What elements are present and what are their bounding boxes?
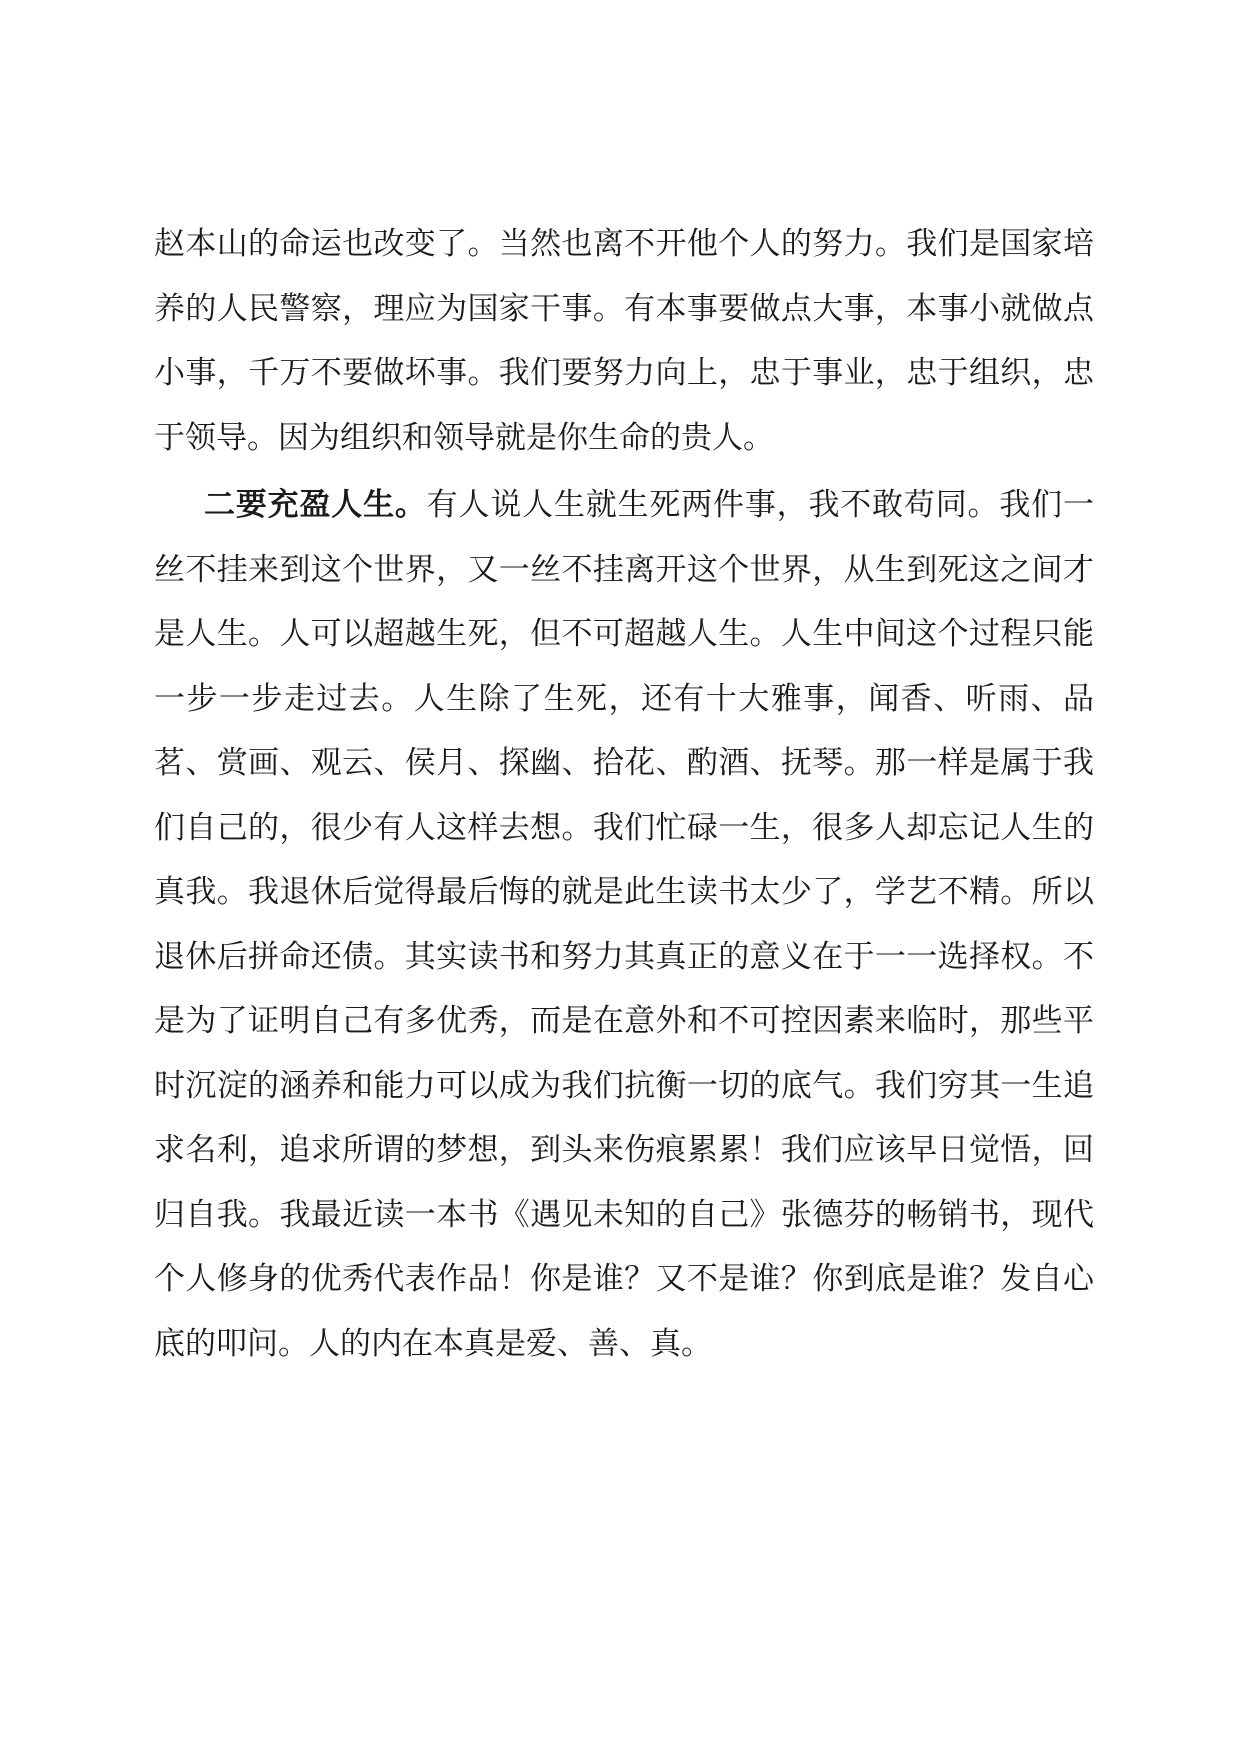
- paragraph-1-text: 赵本山的命运也改变了。当然也离不开他个人的努力。我们是国家培养的人民警察，理应为国家干事。有本事要做点大事，本事小就做点小事，千万不要做坏事。我们要努力向上，忠于事业，忠于组织，忠于领导。因为组织和领导就是你生命的贵人。: [154, 226, 1094, 456]
- document-body: [154, 212, 1094, 1376]
- paragraph-1: [154, 212, 1094, 470]
- paragraph-2: [154, 473, 1094, 1376]
- paragraph-2-text: 有人说人生就生死两件事，我不敢苟同。我们一丝不挂来到这个世界，又一丝不挂离开这个世界，从生到死这之间才是人生。人可以超越生死，但不可超越人生。人生中间这个过程只能一步一步走过去。人生除了生死，还有十大雅事，闻香、听雨、品茗、赏画、观云、侯月、探幽、拾花、酌酒、抚琴。那一样是属于我们自己的，很少有人这样去想。我们忙碌一生，很多人却忘记人生的真我。我退休后觉得最后悔的就是此生读书太少了，学艺不精。所以退休后拼命还债。其实读书和努力其真正的意义在于一一选择权。不是为了证明自己有多优秀，而是在意外和不可控因素来临时，那些平时沉淀的涵养和能力可以成为我们抗衡一切的底气。我们穷其一生追求名利，追求所谓的梦想，到头来伤痕累累！我们应该早日觉悟，回归自我。我最近读一本书《遇见未知的自己》张德芬的畅销书，现代个人修身的优秀代表作品！你是谁？又不是谁？你到底是谁？发自心底的叩问。人的内在本真是爱、善、真。: [154, 487, 1094, 1362]
- paragraph-2-heading: 二要充盈人生。: [204, 487, 427, 523]
